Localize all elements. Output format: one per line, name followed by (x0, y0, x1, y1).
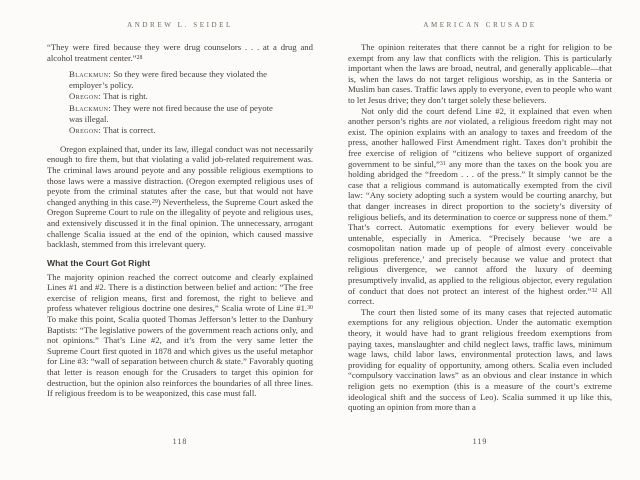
text-run: Oregon explained that, under its law, illegal conduct was not necessarily enough to fire them, but that violating a valid job-related requirement was. The criminal laws around peyote and any possible religious exemptions to those laws were a massive distraction. (Oregon exempted religious uses of peyote from the criminal statutes after the case, but that would not have changed anything in this case. (47, 143, 313, 207)
dialogue-line: Blackmun: So they were fired because they violated the employer’s policy. (69, 69, 267, 90)
left-page (47, 21, 313, 459)
text-run: “They were fired because they were drug counselors . . . at a drug and alcohol treatment center.” (47, 42, 313, 63)
speaker-name: Blackmun: (69, 102, 112, 113)
paragraph (348, 42, 612, 106)
text-run: To make this point, Scalia quoted Thomas Jefferson’s letter to the Danbury Baptists: “The legislative powers of the government reach actions only, and not opinions.” That’s Line #2, and it’s from the very same letter the Supreme Court first quoted in 1878 and which gives us the useful metaphor for Line #3: “wall of separation between church & state.” Favorably quoting that letter is reason enough for the Crusaders to target this opinion for destruction, but the opinion also reinforces the boundaries of all three lines. If religious freedom is to be weaponized, this case must fall. (47, 314, 313, 399)
paragraph (47, 144, 313, 250)
running-header-title: AMERICAN CRUSADE (423, 21, 537, 29)
page-number-left: 118 (172, 437, 188, 446)
text-run: The majority opinion reached the correct outcome and clearly explained Lines #1 and #2. There is a distinction between belief and action: “The free exercise of religion means, first and foremost, the right to believe and profess whatever religious doctrine one desires,” Scalia wrote of Line #1. (47, 271, 313, 314)
footnote-marker: 30 (307, 305, 313, 312)
text-run: Not only did the court defend Line #2, it explained that even when another person’s rights are (348, 105, 612, 127)
speaker-name: Oregon: (69, 91, 102, 102)
footnote-marker: 28 (136, 54, 143, 61)
text-run: any more than the taxes on the book you are holding abridged the “freedom . . . of the press.” It simply cannot be the case that a religious command is automatically exempted from the civil law: “Any society adopting such a system would be courting anarchy, but that danger increases in direct proportion to the society’s diversity of religious beliefs, and its determination to coerce or suppress none of them.” That’s correct. Automatic exemptions for every believer would be untenable, especially in America. “Precisely because ‘we are a cosmopolitan nation made up of people of almost every conceivable religious preference,’ and precisely because we value and protect that religious divergence, we cannot afford the luxury of deeming presumptively invalid, as applied to the religious objector, every regulation of conduct that does not protect an interest of the highest order.” (348, 158, 612, 296)
text-run: The court then listed some of its many cases that rejected automatic exemptions for any religious objection. Under the automatic exemption theory, it would have had to grant religious freedom exemptions from paying taxes, manslaughter and child neglect laws, traffic laws, minimum wage laws, child labor laws, environmental protection laws, and laws providing for equality of opportunity, among others. Scalia even included “compulsory vaccination laws” as an obvious and clear instance in which religion gets no exemption (this is a measure of the court’s extreme ideological shift and the success of Leo). Scalia summed it up like this, quoting an opinion from more than a (348, 306, 612, 413)
footnote-marker: 32 (591, 287, 598, 294)
dialogue-line: Oregon: That is correct. (69, 125, 156, 136)
paragraph (348, 307, 612, 413)
speaker-name: Oregon: (69, 125, 102, 136)
text-run: ) Nevertheless, the Supreme Court asked the Oregon Supreme Court to rule on the illegality of peyote and religious uses, and extensively discussed it in the final opinion. The unnecessary, arrogant challenge Scalia issued at the end of the opinion, which caused massive backlash, stemmed from this irrelevant query. (47, 196, 313, 250)
paragraph (47, 42, 313, 63)
dialogue-line: Blackmun: They were not fired because the use of peyote was illegal. (69, 102, 273, 124)
footnote-marker: 29 (151, 198, 158, 205)
paragraph (348, 106, 612, 307)
right-page (348, 21, 612, 459)
paragraph (47, 272, 313, 399)
dialogue-line: Oregon: That is right. (69, 91, 148, 102)
text-run: The opinion reiterates that there cannot be a right for religion to be exempt from any law that conflicts with the religion. This is particularly important when the laws are broad, neutral, and generally applicable—that is, when the laws do not target religious worship, as in the Santeria or Muslim ban cases. Traffic laws apply to everyone, even to people who want to let Jesus drive; they don’t target solely these believers. (348, 42, 612, 105)
speaker-name: Blackmun: (69, 69, 112, 80)
text-run: violated, a religious freedom right may not exist. The opinion explains with an analogy to taxes and freedom of the press, another hallowed First Amendment right. Taxes don’t prohibit the free exercise of religion of “citizens who believe support of organized government to be sinful,” (348, 116, 612, 169)
footnote-marker: 31 (439, 160, 446, 167)
text-run: All correct. (348, 285, 612, 307)
page-body (47, 42, 313, 399)
running-header-author: ANDREW L. SEIDEL (127, 21, 233, 29)
page-number-right: 119 (472, 437, 488, 446)
dialogue-block (69, 69, 287, 136)
section-heading: What the Court Got Right (47, 257, 151, 268)
page-body (348, 42, 612, 413)
emphasis-text: not (444, 116, 457, 127)
